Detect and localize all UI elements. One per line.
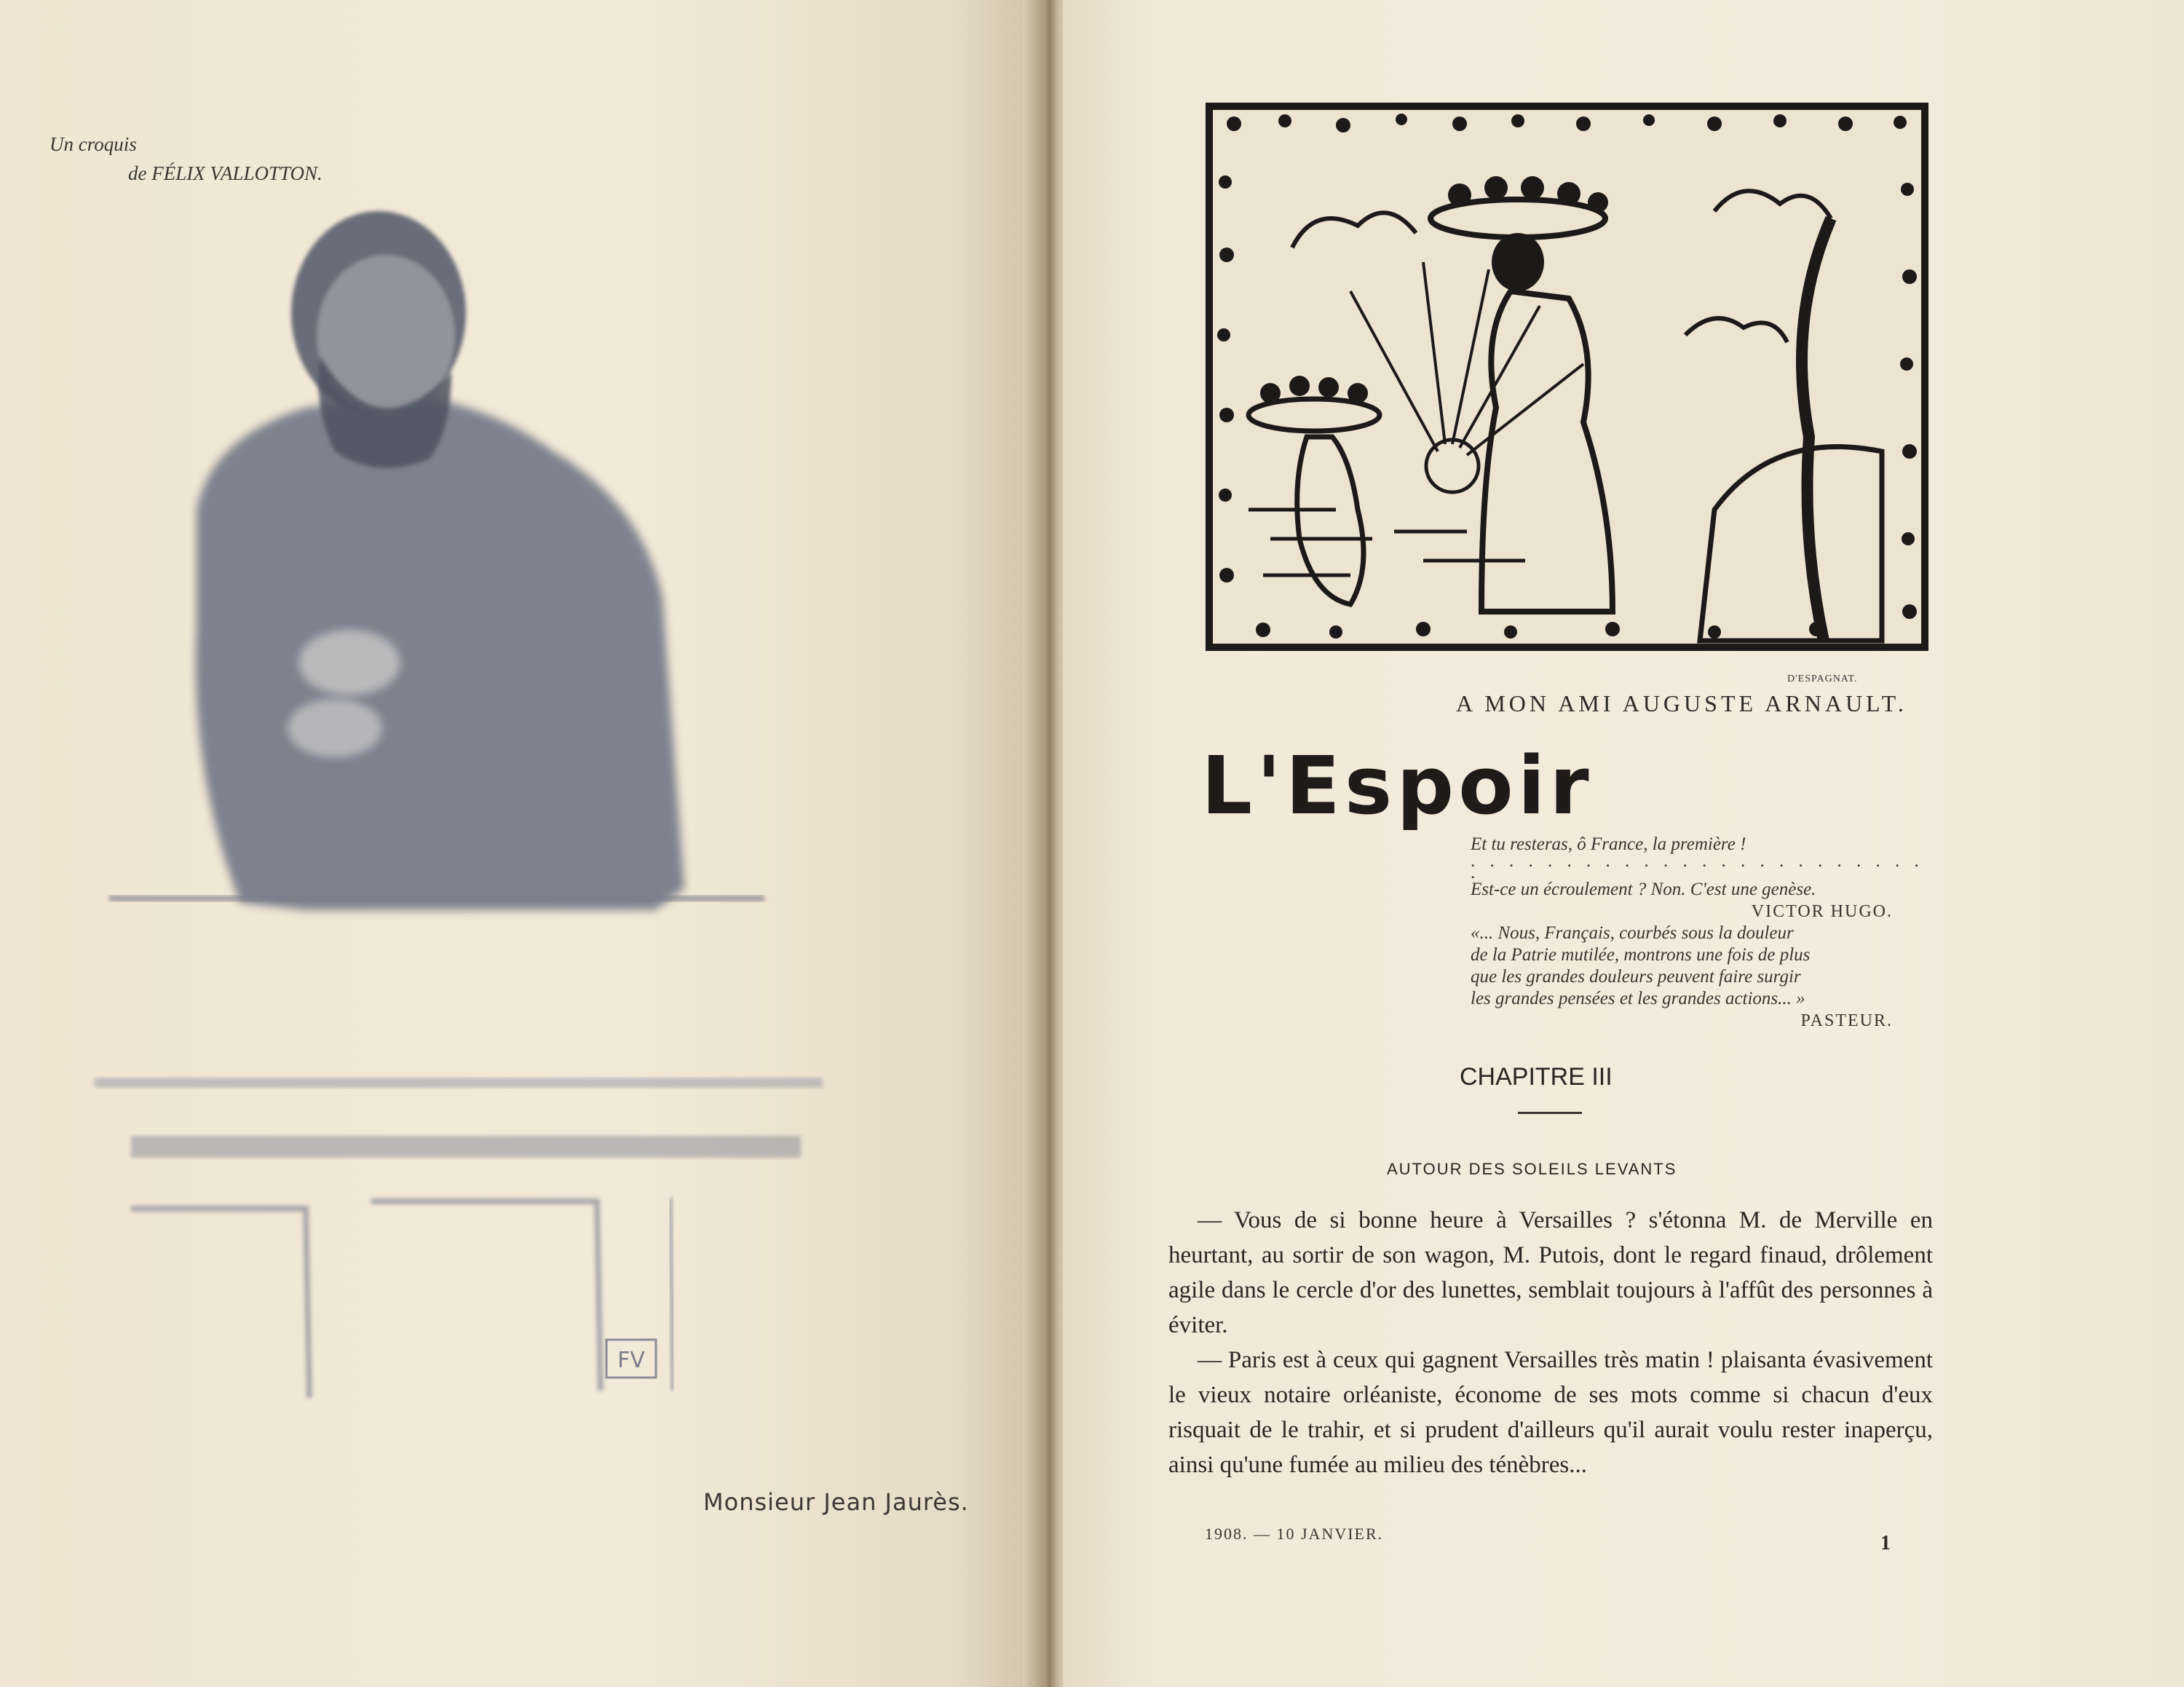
epigraph-1-line-1: Et tu resteras, ô France, la première !	[1471, 834, 1746, 854]
paragraph-1: — Vous de si bonne heure à Versailles ? s'étonna M. de Merville en heurtant, au sortir de son wagon, M. Putois, dont le regard finaud, drôlement agile dans le cercle d'or des lunettes, semblait toujours à l'affût des personnes à éviter.	[1168, 1207, 1933, 1338]
epigraph-1-author: VICTOR HUGO.	[1751, 902, 1893, 921]
chapter-subtitle: AUTOUR DES SOLEILS LEVANTS	[1387, 1160, 1677, 1178]
chapter-rule	[1518, 1112, 1582, 1114]
epigraph-2-line-2: de la Patrie mutilée, montrons une fois de plus	[1471, 945, 1811, 965]
credit-line-1: Un croquis	[50, 133, 137, 155]
epigraph-2-line-3: que les grandes douleurs peuvent faire surgir	[1471, 967, 1801, 987]
epigraph-2-line-1: «... Nous, Français, courbés sous la douleur	[1471, 923, 1794, 943]
dedication: A MON AMI AUGUSTE ARNAULT.	[1456, 690, 1907, 716]
fv-monogram: FV	[617, 1348, 645, 1373]
footer-date: 1908. — 10 JANVIER.	[1205, 1525, 1384, 1543]
epigraph-2-author: PASTEUR.	[1800, 1011, 1893, 1030]
portrait-caption: Monsieur Jean Jaurès.	[703, 1488, 969, 1516]
page-title: L'Espoir	[1201, 739, 1594, 832]
paragraph-2: — Paris est à ceux qui gagnent Versailles très matin ! plaisanta évasivement le vieux notaire orléaniste, économe de ses mots comme si chacun d'eux risquait de le trahir, et si prudent d'ailleurs qu'il aurait voulu rester inaperçu, ainsi qu'une fumée au milieu des ténèbres...	[1168, 1347, 1933, 1478]
body-text	[1168, 1203, 1933, 1482]
woodcut-illustration	[1205, 102, 1929, 652]
chapter-heading: CHAPITRE III	[1460, 1063, 1613, 1091]
epigraphs	[1471, 834, 1936, 1032]
illustration-credit	[50, 130, 323, 188]
left-page	[0, 0, 1037, 1687]
ellipsis-dots: . . . . . . . . . . . . . . . . . . . . . . . . .	[1471, 851, 1924, 882]
page-number: 1	[1880, 1532, 1891, 1554]
epigraph-1-line-2: Est-ce un écroulement ? Non. C'est une genèse.	[1471, 880, 1816, 899]
credit-line-2: de FÉLIX VALLOTTON.	[128, 162, 323, 184]
epigraph-2-line-4: les grandes pensées et les grandes actions... »	[1471, 989, 1805, 1008]
jaures-portrait-sketch	[87, 189, 852, 1427]
woodcut-signature: D'ESPAGNAT.	[1787, 673, 1858, 684]
